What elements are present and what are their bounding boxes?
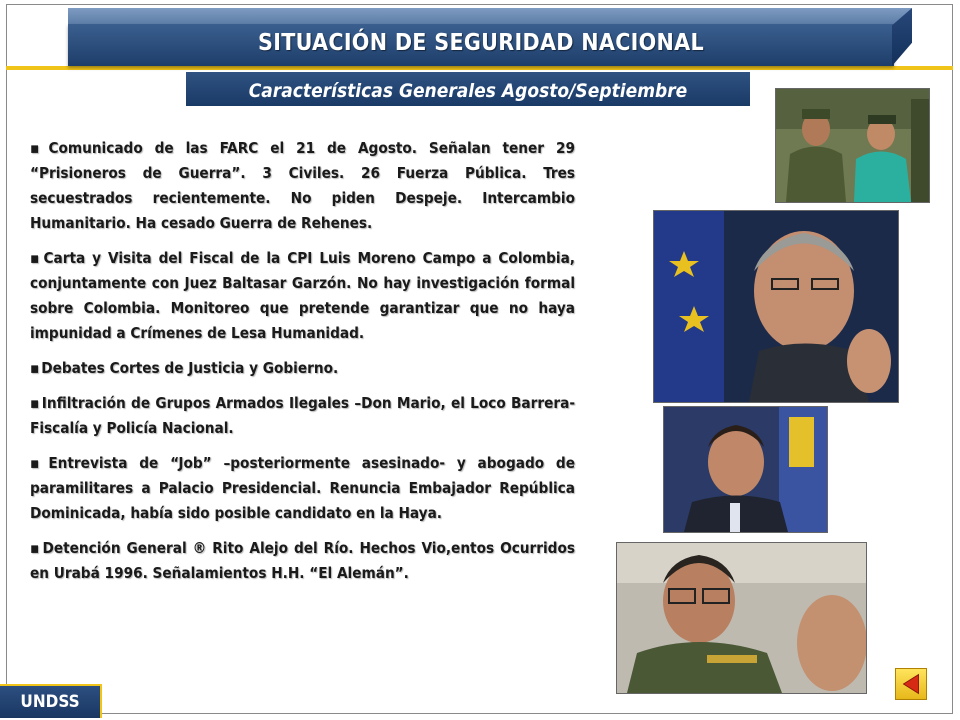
bullet-marker: ▪ <box>30 139 47 157</box>
photo-general-uniform <box>616 542 867 694</box>
bullet-text: Debates Cortes de Justicia y Gobierno. <box>41 359 339 377</box>
back-button[interactable] <box>895 668 927 700</box>
bullet-text: Comunicado de las FARC el 21 de Agosto. Señalan tener 29 “Prisioneros de Guerra”. 3 Civiles. 26 Fuerza Pública. Tres secuestrados recientemente. No piden Despeje. Intercambio Humanitario. Ha cesado Guerra de Rehenes. <box>30 139 575 232</box>
bullet-marker: ▪ <box>30 539 41 557</box>
photo-farc-leaders <box>775 88 930 203</box>
header-gold-rule <box>6 66 953 70</box>
bullet-item <box>30 536 575 586</box>
bullet-item <box>30 451 575 526</box>
photo-fiscal-cpi-image <box>654 211 898 402</box>
photo-general-uniform-image <box>617 543 866 693</box>
bullet-marker: ▪ <box>30 249 42 267</box>
bullet-list <box>30 136 575 596</box>
photo-fiscal-cpi <box>653 210 899 403</box>
triangle-left-icon <box>896 669 926 699</box>
bullet-marker: ▪ <box>30 394 40 412</box>
subtitle-banner <box>186 72 750 106</box>
bullet-text: Detención General ® Rito Alejo del Río. Hechos Vio,entos Ocurridos en Urabá 1996. Señalamientos H.H. “El Alemán”. <box>30 539 575 582</box>
bullet-item <box>30 246 575 346</box>
bullet-marker: ▪ <box>30 454 47 472</box>
photo-farc-leaders-image <box>776 89 929 202</box>
bullet-marker: ▪ <box>30 359 40 377</box>
bullet-text: Entrevista de “Job” –posteriormente asesinado- y abogado de paramilitares a Palacio Presidencial. Renuncia Embajador República Dominicada, había sido posible candidato en la Haya. <box>30 454 575 522</box>
bullet-item <box>30 391 575 441</box>
photo-official-microphone-image <box>664 407 827 532</box>
bullet-item <box>30 356 575 381</box>
bullet-text: Carta y Visita del Fiscal de la CPI Luis Moreno Campo a Colombia, conjuntamente con Juez Baltasar Garzón. No hay investigación formal sobre Colombia. Monitoreo que pretende garantizar que no haya impunidad a Crímenes de Lesa Humanidad. <box>30 249 576 342</box>
bullet-item <box>30 136 575 236</box>
bullet-text: Infiltración de Grupos Armados Ilegales –Don Mario, el Loco Barrera- Fiscalía y Policía Nacional. <box>30 394 576 437</box>
page-title: SITUACIÓN DE SEGURIDAD NACIONAL <box>258 30 704 56</box>
undss-logo: UNDSS <box>0 684 102 718</box>
photo-official-microphone <box>663 406 828 533</box>
page-subtitle: Características Generales Agosto/Septiembre <box>248 80 688 102</box>
